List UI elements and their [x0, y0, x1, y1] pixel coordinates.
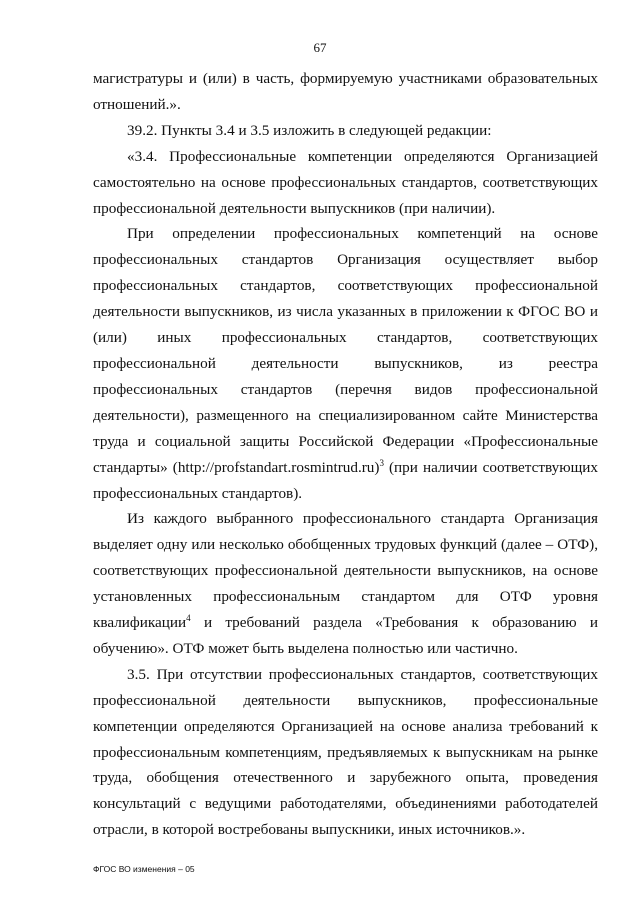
paragraph-3: «3.4. Профессиональные компетенции определяются Организацией самостоятельно на основе профессиональных стандартов, соответствующих профессиональной деятельности выпускников (при наличии). — [93, 147, 598, 217]
paragraph-2: 39.2. Пункты 3.4 и 3.5 изложить в следующей редакции: — [127, 121, 492, 139]
footnote-ref-3: 3 — [379, 457, 384, 468]
paragraph-5-text-b: и требований раздела «Требования к образованию и обучению». ОТФ может быть выделена полностью или частично. — [93, 614, 598, 657]
footnote-ref-4: 4 — [186, 612, 191, 623]
paragraph-4-text-a: При определении профессиональных компетенций на основе профессиональных стандартов Организация осуществляет выбор профессиональных стандартов, соответствующих профессиональной деятельности выпускников, из числа указанных в приложении к ФГОС ВО и (или) иных профессиональных стандартов, соответствующих профессиональной деятельности выпускников, из реестра профессиональных стандартов (перечня видов профессиональной деятельности), размещенного на специализированном сайте Министерства труда и социальной защиты Российской Федерации «Профессиональные стандарты» (http://profstandart.rosmintrud.ru) — [93, 225, 598, 476]
body-text — [93, 66, 598, 843]
paragraph-5-text-a: Из каждого выбранного профессионального стандарта Организация выделяет одну или несколько обобщенных трудовых функций (далее – ОТФ), соответствующих профессиональной деятельности выпускников, на основе установленных профессиональным стандартом для ОТФ уровня квалификации — [93, 510, 598, 632]
page-footer: ФГОС ВО изменения – 05 — [93, 864, 195, 874]
paragraph-4 — [93, 221, 598, 506]
paragraph-1: магистратуры и (или) в часть, формируемую участниками образовательных отношений.». — [93, 70, 598, 113]
page-number: 67 — [313, 40, 327, 55]
paragraph-4-text-b: (при наличии соответствующих профессиональных стандартов). — [93, 458, 598, 502]
paragraph-6: 3.5. При отсутствии профессиональных стандартов, соответствующих профессиональной деятельности выпускников, профессиональные компетенции определяются Организацией на основе анализа требований к профессиональным компетенциям, предъявляемых к выпускникам на рынке труда, обобщения отечественного и зарубежного опыта, проведения консультаций с ведущими работодателями, объединениями работодателей отрасли, в которой востребованы выпускники, иных источников.». — [93, 665, 598, 839]
paragraph-5 — [93, 506, 598, 661]
